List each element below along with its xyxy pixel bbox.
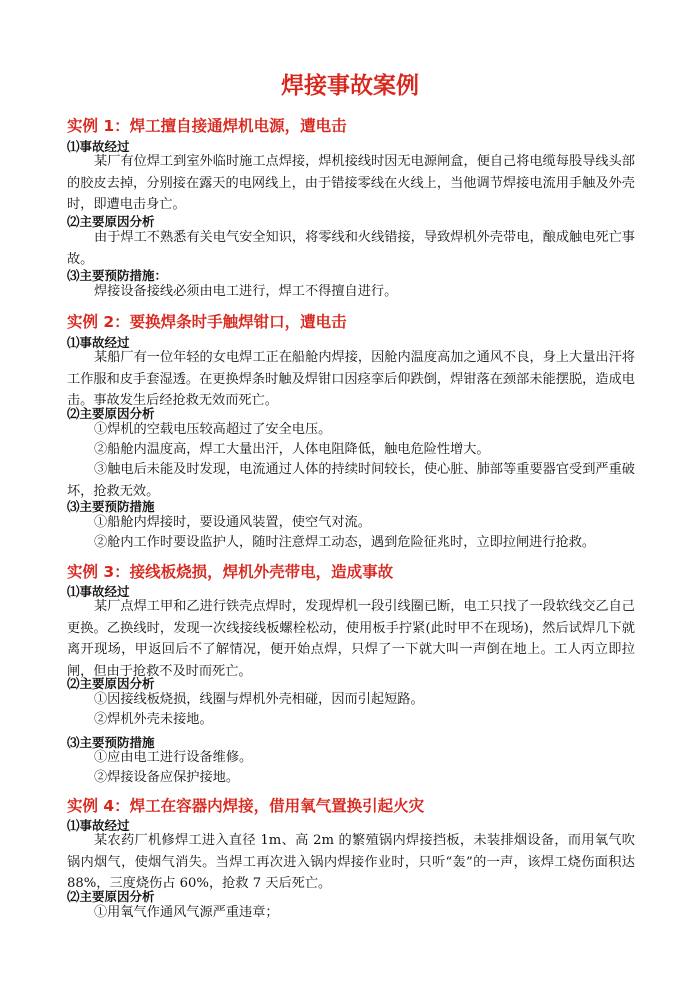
case-1-heading: 实例 1：焊工擅自接通焊机电源，遭电击 bbox=[67, 117, 347, 135]
case-4-cause-item: ①用氧气作通风气源严重违章； bbox=[94, 905, 279, 920]
case-1-prevention-text: 焊接设备接线必须由电工进行，焊工不得擅自进行。 bbox=[94, 284, 398, 299]
case-4-heading: 实例 4：焊工在容器内焊接，借用氧气置换引起火灾 bbox=[67, 797, 425, 815]
case-1-prevention-heading: ⑶主要预防措施： bbox=[67, 268, 168, 283]
case-3-heading: 实例 3：接线板烧损，焊机外壳带电，造成事故 bbox=[67, 563, 394, 581]
case-3-process-heading: ⑴事故经过 bbox=[67, 584, 130, 599]
case-3-prevention-item: ②焊接设备应保护接地。 bbox=[94, 770, 240, 785]
case-2-process-heading: ⑴事故经过 bbox=[67, 335, 130, 350]
case-1-process-heading: ⑴事故经过 bbox=[67, 139, 130, 154]
case-2-heading: 实例 2：要换焊条时手触焊钳口，遭电击 bbox=[67, 313, 347, 331]
case-2-cause-heading: ⑵主要原因分析 bbox=[67, 406, 155, 421]
case-2-cause-item: ③触电后未能及时发现，电流通过人体的持续时间较长，使心脏、肺部等重要器官受到严重破坏，抢救无效。 bbox=[67, 462, 635, 499]
case-3-cause-heading: ⑵主要原因分析 bbox=[67, 676, 155, 691]
case-2-prevention-item: ①船舱内焊接时，要设通风装置，使空气对流。 bbox=[94, 515, 371, 530]
case-1-process-text: 某厂有位焊工到室外临时施工点焊接，焊机接线时因无电源闸盒，便自己将电缆每股导线头部的胶皮去掉，分别接在露天的电网线上，由于错接零线在火线上，当他调节焊接电流用手触及外壳时，即遭电击身亡。 bbox=[67, 154, 635, 212]
case-1-cause-text: 由于焊工不熟悉有关电气安全知识，将零线和火线错接，导致焊机外壳带电，酿成触电死亡事故。 bbox=[67, 230, 635, 267]
case-3-process-text: 某厂点焊工甲和乙进行铁壳点焊时，发现焊机一段引线圈已断，电工只找了一段软线交乙自己更换。乙换线时，发现一次线接线板螺栓松动，使用板手拧紧(此时甲不在现场)，然后试焊几下就离开现场，甲返回后不了解情况，便开始点焊，只焊了一下就大叫一声倒在地上。工人丙立即拉闸，但由于抢救不及时而死亡。 bbox=[67, 599, 635, 679]
page-title: 焊接事故案例 bbox=[281, 73, 419, 99]
case-1-cause-heading: ⑵主要原因分析 bbox=[67, 214, 155, 229]
case-4-process-heading: ⑴事故经过 bbox=[67, 818, 130, 833]
case-3-cause-item: ②焊机外壳未接地。 bbox=[94, 712, 213, 727]
case-4-cause-heading: ⑵主要原因分析 bbox=[67, 889, 155, 904]
case-2-prevention-heading: ⑶主要预防措施 bbox=[67, 499, 155, 514]
case-2-prevention-item: ②舱内工作时要设监护人，随时注意焊工动态，遇到危险征兆时，立即拉闸进行抢救。 bbox=[94, 535, 596, 550]
case-4-process-text: 某农药厂机修焊工进入直径 1m、高 2m 的繁殖锅内焊接挡板，未装排烟设备，而用氧气吹锅内烟气，使烟气消失。当焊工再次进入锅内焊接作业时，只听“轰”的一声，该焊工烧伤面积达 88%，三度烧伤占 60%，抢救 7 天后死亡。 bbox=[67, 833, 635, 891]
case-2-cause-item: ①焊机的空载电压较高超过了安全电压。 bbox=[94, 422, 332, 437]
case-3-cause-item: ①因接线板烧损，线圈与焊机外壳相碰，因而引起短路。 bbox=[94, 692, 424, 707]
case-3-prevention-heading: ⑶主要预防措施 bbox=[67, 735, 155, 750]
case-2-process-text: 某船厂有一位年轻的女电焊工正在船舱内焊接，因舱内温度高加之通风不良，身上大量出汗将工作服和皮手套湿透。在更换焊条时触及焊钳口因痉挛后仰跌倒，焊钳落在颈部未能摆脱，造成电击。事故发生后经抢救无效而死亡。 bbox=[67, 350, 635, 408]
case-3-prevention-item: ①应由电工进行设备维修。 bbox=[94, 750, 253, 765]
case-2-cause-item: ②船舱内温度高，焊工大量出汗，人体电阻降低，触电危险性增大。 bbox=[94, 442, 490, 457]
